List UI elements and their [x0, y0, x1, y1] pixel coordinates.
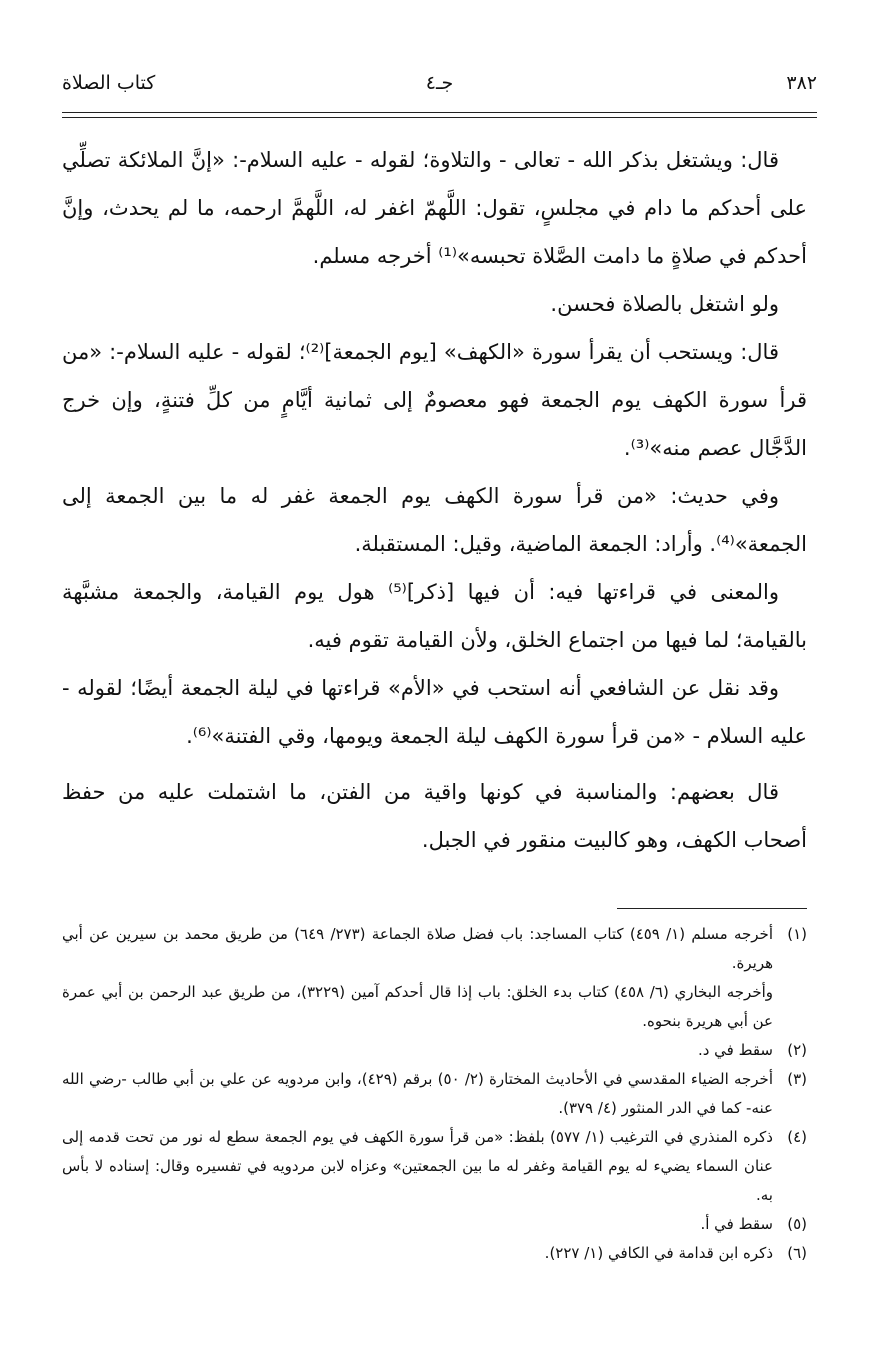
paragraph-7: قال بعضهم: والمناسبة في كونها واقية من الفتن، ما اشتملت عليه من حفظ أصحاب الكهف، وهو كالبيت منقور في الجبل.: [62, 780, 807, 852]
footnote-text: سقط في أ.: [700, 1215, 773, 1233]
footnote-number: (٣): [787, 1070, 807, 1088]
paragraph-5: والمعنى في قراءتها فيه: أن فيها [ذكر]⁽⁵⁾ هول يوم القيامة، والجمعة مشبَّهة بالقيامة؛ لما فيها من اجتماع الخلق، ولأن القيامة تقوم فيه.: [62, 580, 807, 652]
footnote-4: [62, 1123, 807, 1210]
footnote-6: [62, 1239, 807, 1268]
footnote-number: (١): [787, 925, 807, 943]
footnote-text: أخرجه مسلم (١/ ٤٥٩) كتاب المساجد: باب فضل صلاة الجماعة (٢٧٣/ ٦٤٩) من طريق محمد بن سيرين عن أبي هريرة.: [62, 925, 773, 972]
paragraph-4: وفي حديث: «من قرأ سورة الكهف يوم الجمعة غفر له ما بين الجمعة إلى الجمعة»⁽⁴⁾. وأراد: الجمعة الماضية، وقيل: المستقبلة.: [62, 484, 807, 556]
paragraph-2: ولو اشتغل بالصلاة فحسن.: [550, 292, 779, 316]
main-text: [62, 136, 807, 864]
page-number: ٣٨٢: [786, 72, 817, 94]
footnote-separator: [617, 908, 807, 909]
header-rule-bottom: [62, 117, 817, 118]
footnote-text: ذكره المنذري في الترغيب (١/ ٥٧٧) بلفظ: «من قرأ سورة الكهف في يوم الجمعة سطع له نور من تحت قدمه إلى عنان السماء يضيء له يوم القيامة وغفر له ما بين الجمعتين» وعزاه لابن مردويه في تفسيره وقال: إسناده لا بأس به.: [62, 1128, 773, 1204]
footnote-5: [62, 1210, 807, 1239]
volume-label: جـ٤: [425, 72, 454, 94]
footnote-number: (٢): [787, 1041, 807, 1059]
footnote-text: سقط في د.: [697, 1041, 773, 1059]
footnote-text: أخرجه الضياء المقدسي في الأحاديث المختارة (٢/ ٥٠) برقم (٤٢٩)، وابن مردويه عن علي بن أبي طالب -رضي الله عنه- كما في الدر المنثور (٤/ ٣٧٩).: [62, 1070, 773, 1117]
footnote-number: (٦): [787, 1244, 807, 1262]
footnote-text: ذكره ابن قدامة في الكافي (١/ ٢٢٧).: [544, 1244, 773, 1262]
page-header: [62, 72, 817, 102]
footnote-number: (٥): [787, 1215, 807, 1233]
paragraph-6: وقد نقل عن الشافعي أنه استحب في «الأم» قراءتها في ليلة الجمعة أيضًا؛ لقوله - عليه السلام - «من قرأ سورة الكهف ليلة الجمعة ويومها، وقي الفتنة»⁽⁶⁾.: [62, 676, 807, 748]
paragraph-1: قال: ويشتغل بذكر الله - تعالى - والتلاوة؛ لقوله - عليه السلام-: «إنَّ الملائكة تصلِّي على أحدكم ما دام في مجلسٍ، تقول: اللَّهمّ اغفر له، اللَّهمَّ ارحمه، ما لم يحدث، وإنَّ أحدكم في صلاةٍ ما دامت الصَّلاة تحبسه»⁽¹⁾ أخرجه مسلم.: [62, 148, 807, 268]
footnote-number: (٤): [787, 1128, 807, 1146]
footnote-2: [62, 1036, 807, 1065]
footnotes: [62, 920, 807, 1268]
footnote-3: [62, 1065, 807, 1123]
footnote-1-continuation: وأخرجه البخاري (٦/ ٤٥٨) كتاب بدء الخلق: باب إذا قال أحدكم آمين (٣٢٢٩)، من طريق عبد الرحمن بن أبي عمرة عن أبي هريرة بنحوه.: [62, 983, 773, 1030]
header-rule-top: [62, 112, 817, 113]
footnote-1: [62, 920, 807, 978]
paragraph-3: قال: ويستحب أن يقرأ سورة «الكهف» [يوم الجمعة]⁽²⁾؛ لقوله - عليه السلام-: «من قرأ سورة الكهف يوم الجمعة فهو معصومٌ إلى ثمانية أيَّامٍ من كلِّ فتنةٍ، وإن خرج الدَّجَّال عصم منه»⁽³⁾.: [62, 340, 807, 460]
book-title: كتاب الصلاة: [62, 72, 156, 94]
